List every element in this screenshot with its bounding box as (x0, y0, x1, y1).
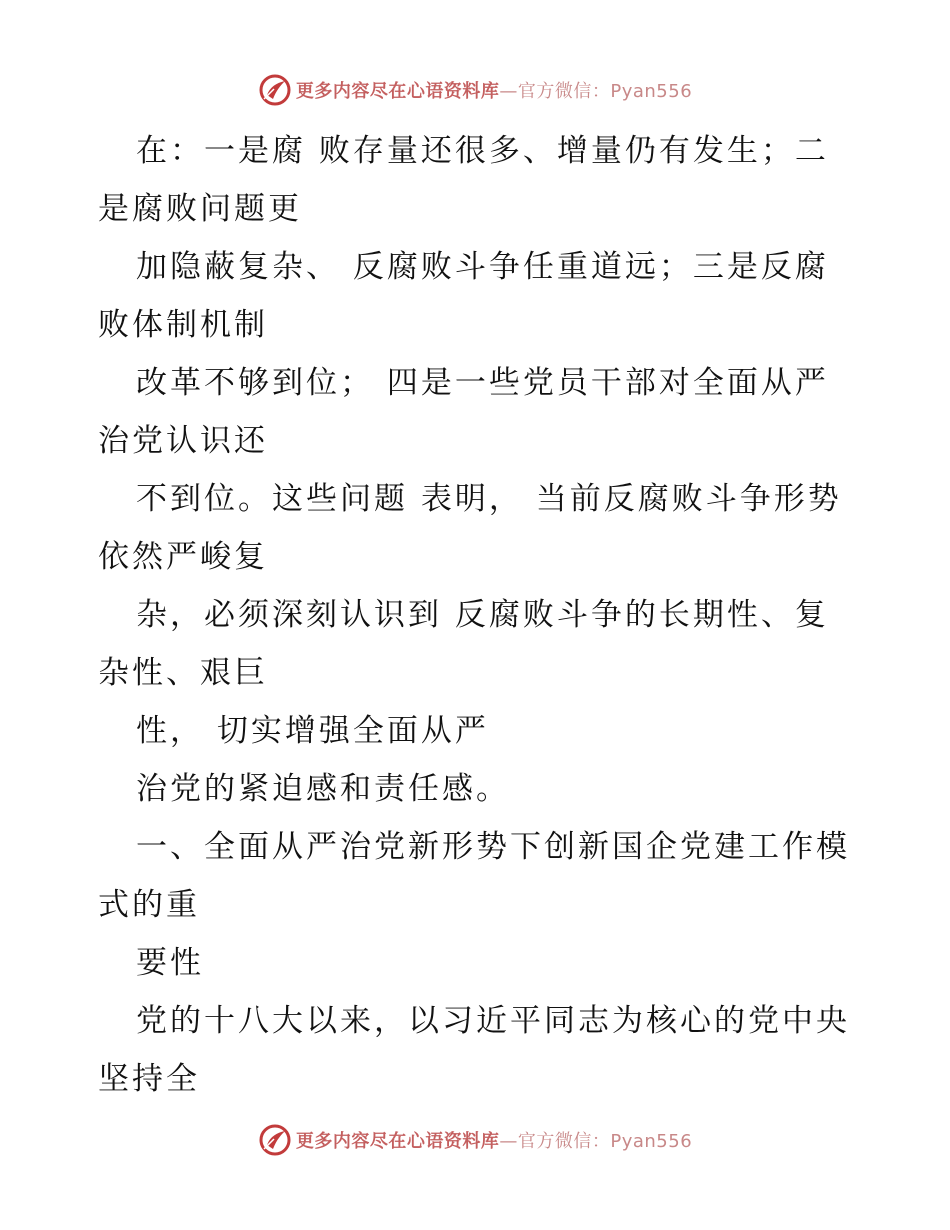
footer-text (296, 1127, 692, 1153)
text-line: 败体制机制 (98, 307, 268, 343)
footer-banner (0, 1120, 950, 1160)
header-banner (0, 70, 950, 110)
logo-icon (258, 73, 292, 107)
logo-icon (258, 1123, 292, 1157)
footer-brand: 更多内容尽在心语资料库 (295, 1131, 500, 1152)
header-brand: 更多内容尽在心语资料库 (295, 81, 500, 102)
text-line: 性， 切实增强全面从严 (136, 713, 489, 749)
text-line: 杂性、艰巨 (98, 655, 268, 691)
document-body (98, 122, 878, 1108)
text-line: 坚持全 (98, 1061, 200, 1097)
text-line: 党的十八大以来，以习近平同志为核心的党中央 (136, 1003, 850, 1039)
text-line: 是腐败问题更 (98, 191, 302, 227)
text-line: 治党的紧迫感和责任感。 (136, 771, 510, 807)
text-line: 依然严峻复 (98, 539, 268, 575)
text-line: 治党认识还 (98, 423, 268, 459)
text-line: 不到位。这些问题 表明， 当前反腐败斗争形势 (136, 481, 842, 517)
header-text (296, 77, 692, 103)
text-line: 在：一是腐 败存量还很多、增量仍有发生；二 (136, 133, 829, 169)
text-line: 改革不够到位； 四是一些党员干部对全面从严 (136, 365, 829, 401)
section-heading-cont: 要性 (136, 945, 204, 981)
text-line: 加隐蔽复杂、 反腐败斗争任重道远；三是反腐 (136, 249, 829, 285)
text-line: 杂，必须深刻认识到 反腐败斗争的长期性、复 (136, 597, 829, 633)
section-heading-cont: 式的重 (98, 887, 200, 923)
footer-wechat: —官方微信：Pyan556 (499, 1131, 693, 1152)
section-heading: 一、全面从严治党新形势下创新国企党建工作模 (136, 829, 850, 865)
header-wechat: —官方微信：Pyan556 (499, 81, 693, 102)
